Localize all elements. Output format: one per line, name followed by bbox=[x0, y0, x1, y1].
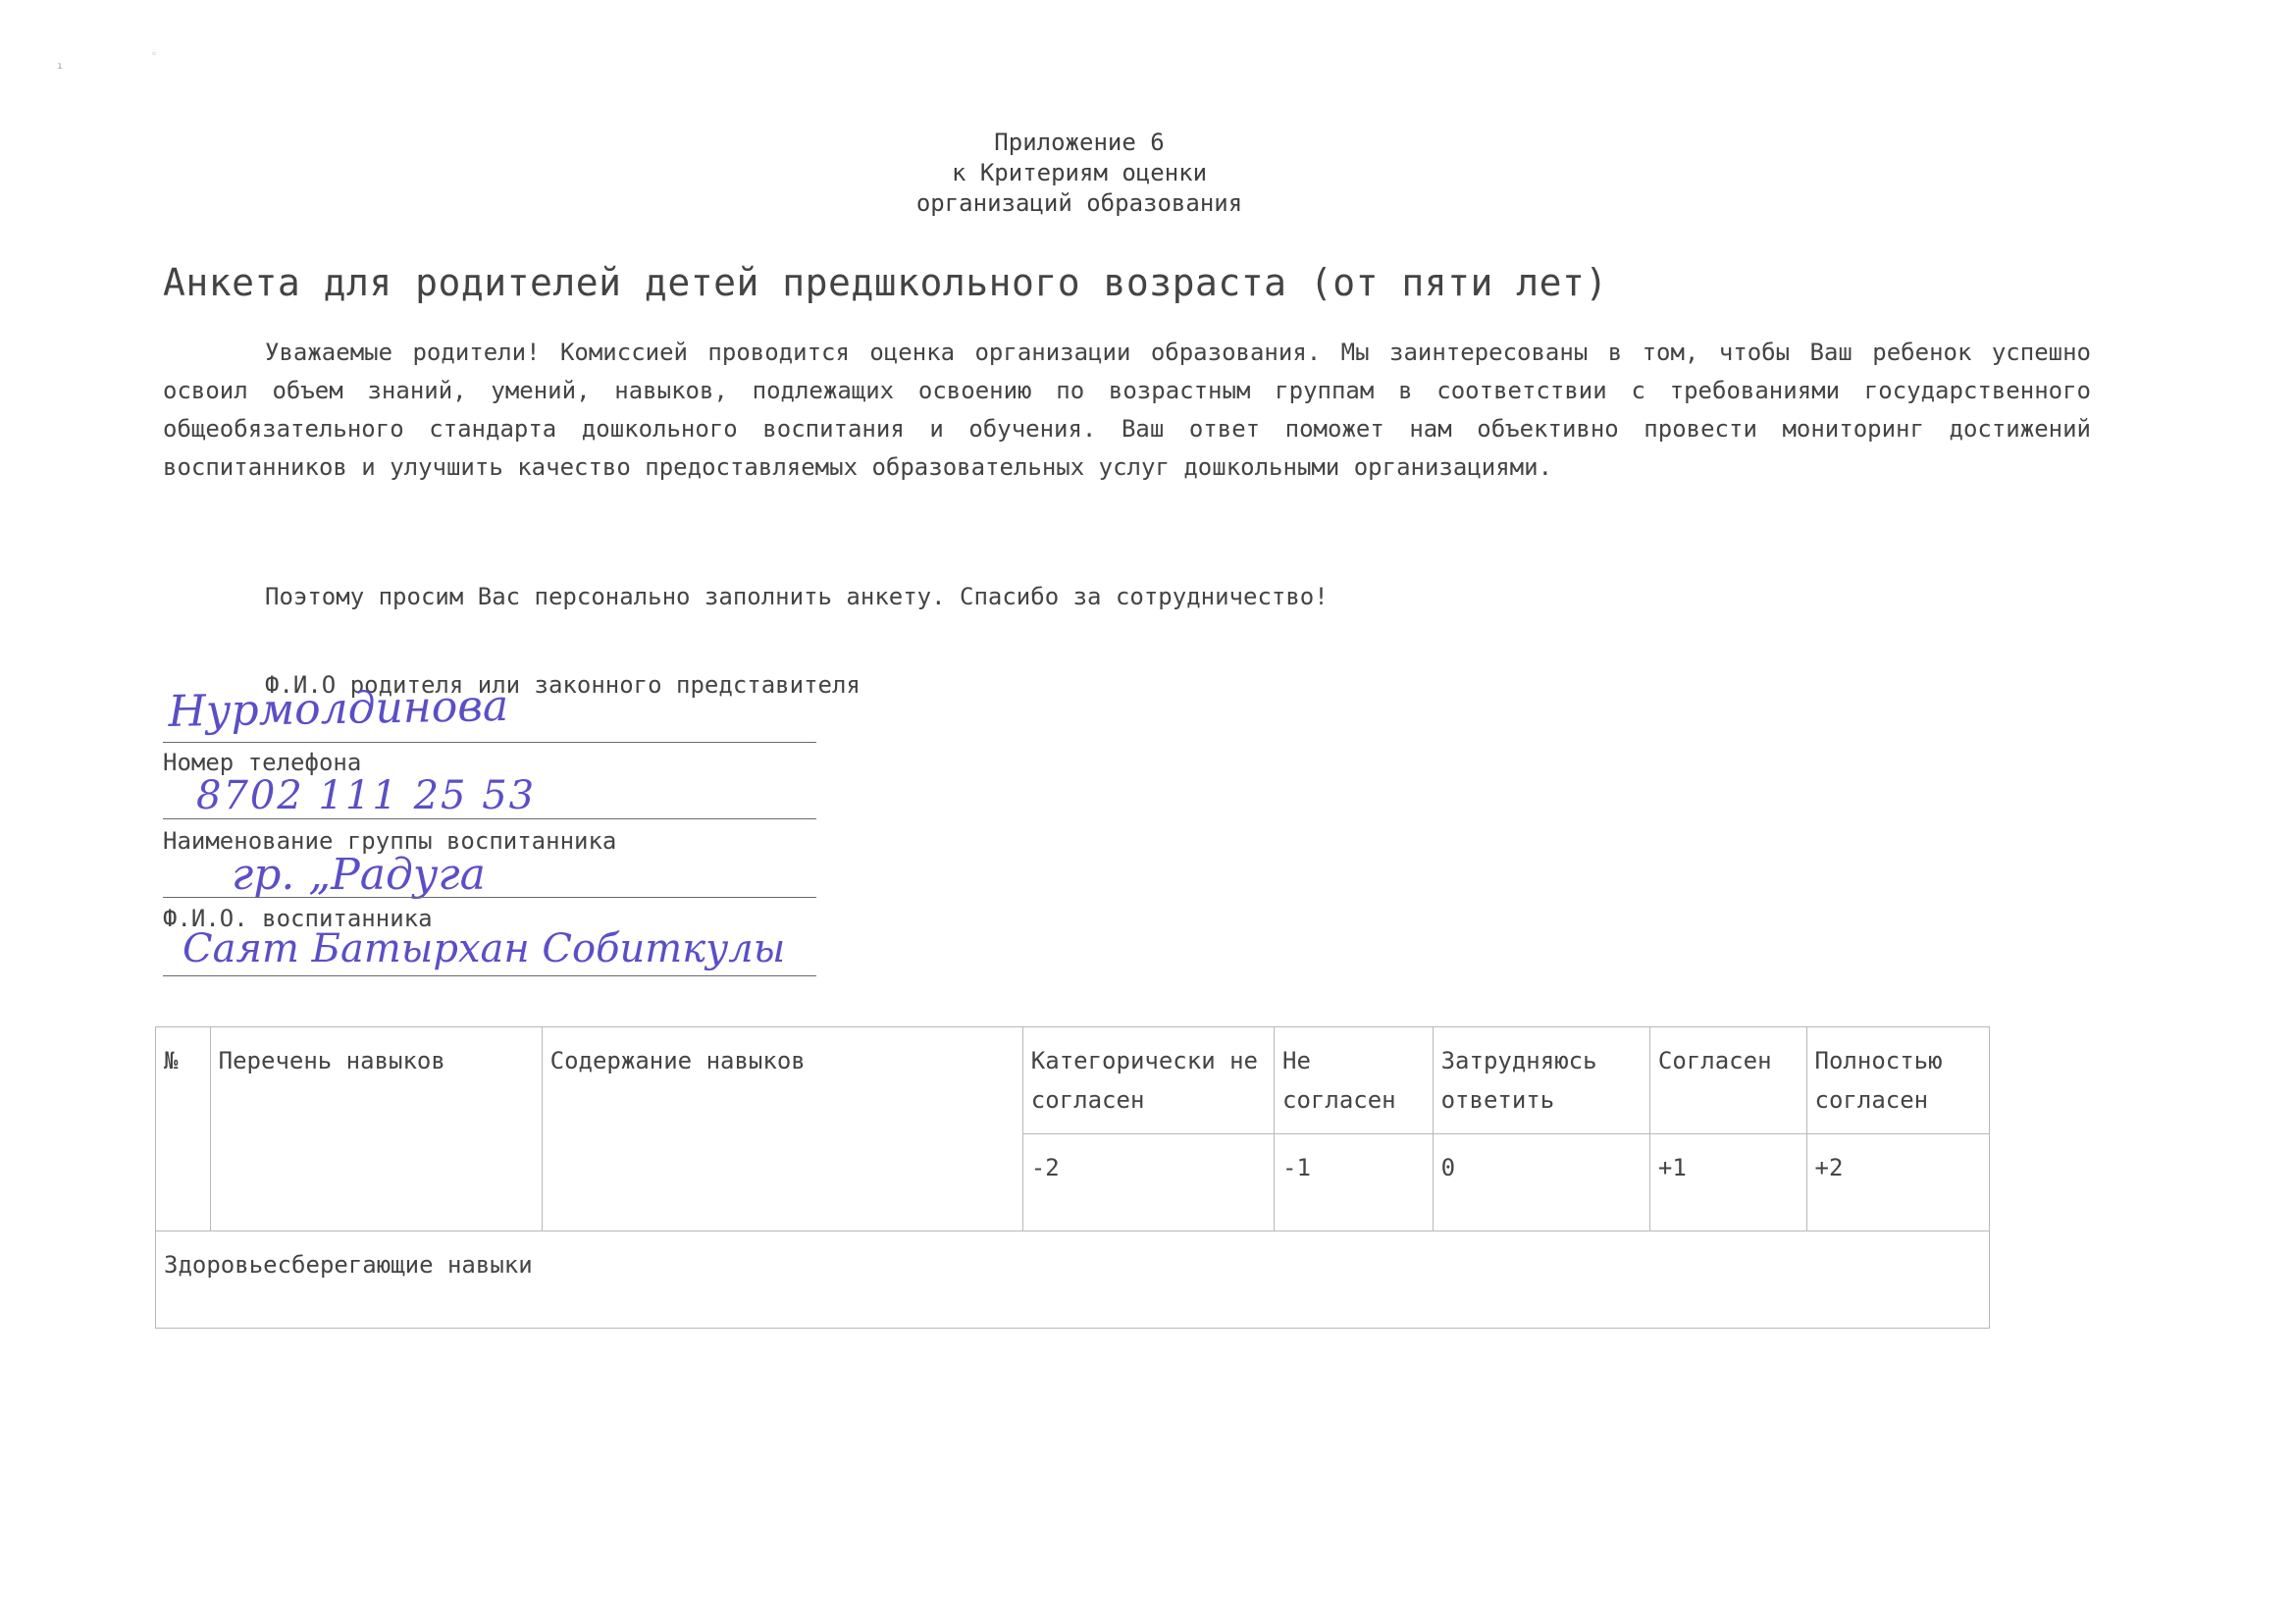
appendix-line-1: Приложение 6 bbox=[994, 129, 1165, 156]
group-line bbox=[163, 897, 816, 898]
parent-name-label: Ф.И.О родителя или законного представителя bbox=[265, 671, 861, 699]
thanks-paragraph: Поэтому просим Вас персонально заполнить анкету. Спасибо за сотрудничество! bbox=[265, 583, 1329, 610]
table-header-row bbox=[156, 1027, 1990, 1134]
parent-name-line bbox=[163, 742, 816, 743]
document-title: Анкета для родителей детей предшкольного возраста (от пяти лет) bbox=[163, 261, 1608, 304]
group-label: Наименование группы воспитанника bbox=[163, 827, 617, 855]
skills-table bbox=[155, 1026, 1990, 1329]
scan-speck: ı bbox=[57, 61, 64, 72]
appendix-header bbox=[785, 128, 1374, 219]
phone-label: Номер телефона bbox=[163, 749, 362, 776]
option-strongly-agree: Полностью согласен bbox=[1806, 1027, 1989, 1134]
score-undecided: 0 bbox=[1433, 1134, 1649, 1231]
child-name-label: Ф.И.О. воспитанника bbox=[163, 905, 433, 932]
phone-line bbox=[163, 818, 816, 819]
section-health-skills: Здоровьесберегающие навыки bbox=[156, 1231, 1990, 1329]
child-name-value[interactable]: Саят Батырхан Собиткулы bbox=[183, 926, 786, 971]
score-strongly-disagree: -2 bbox=[1022, 1134, 1274, 1231]
option-strongly-disagree: Категорически не согласен bbox=[1022, 1027, 1274, 1134]
option-undecided: Затрудняюсь ответить bbox=[1433, 1027, 1649, 1134]
option-disagree: Не согласен bbox=[1275, 1027, 1434, 1134]
scan-speck: ◦ bbox=[151, 49, 158, 60]
option-agree: Согласен bbox=[1649, 1027, 1806, 1134]
child-name-line bbox=[163, 975, 816, 976]
col-skill-content-header: Содержание навыков bbox=[542, 1027, 1022, 1231]
col-skill-list-header: Перечень навыков bbox=[210, 1027, 542, 1231]
appendix-line-2: к Критериям оценки bbox=[951, 159, 1208, 186]
parent-name-value[interactable]: Нурмолдинова bbox=[168, 680, 509, 737]
section-row bbox=[156, 1231, 1990, 1329]
phone-value[interactable]: 8702 111 25 53 bbox=[196, 773, 537, 818]
score-agree: +1 bbox=[1649, 1134, 1806, 1231]
intro-paragraph: Уважаемые родители! Комиссией проводится оценка организации образования. Мы заинтересованы в том, чтобы Ваш ребенок успешно освоил объем знаний, умений, навыков, подлежащих освоению по возрастным группам в соответствии с требованиями государственного общеобязательного стандарта дошкольного воспитания и обучения. Ваш ответ поможет нам объективно провести мониторинг достижений воспитанников и улучшить качество предоставляемых образовательных услуг дошкольными организациями. bbox=[163, 339, 2091, 481]
score-disagree: -1 bbox=[1275, 1134, 1434, 1231]
appendix-line-3: организаций образования bbox=[915, 189, 1243, 217]
score-strongly-agree: +2 bbox=[1806, 1134, 1989, 1231]
group-value[interactable]: гр. „Радуга bbox=[232, 850, 486, 900]
col-number-header: № bbox=[156, 1027, 211, 1231]
